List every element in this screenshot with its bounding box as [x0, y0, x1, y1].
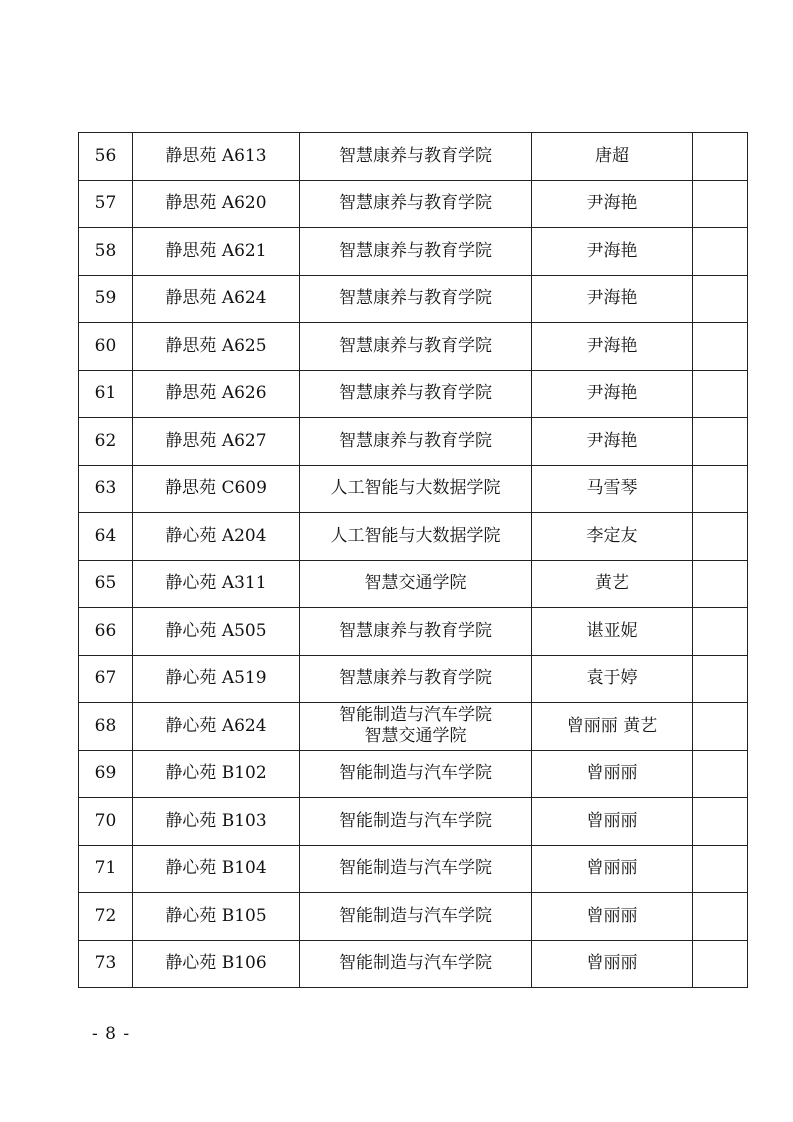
person-cell: 黄艺 [532, 560, 693, 608]
row-number-cell: 57 [79, 180, 133, 228]
note-cell [693, 465, 748, 513]
room-cell: 静思苑 A621 [133, 228, 300, 276]
person-cell: 尹海艳 [532, 418, 693, 466]
room-cell: 静心苑 A204 [133, 513, 300, 561]
table-row [79, 418, 748, 466]
person-cell: 曾丽丽 [532, 893, 693, 941]
college-cell [300, 513, 532, 561]
row-number-cell: 59 [79, 275, 133, 323]
college-cell [300, 323, 532, 371]
college-name: 智能制造与汽车学院 [339, 953, 492, 974]
college-name: 智能制造与汽车学院 [339, 763, 492, 784]
person-cell: 尹海艳 [532, 323, 693, 371]
college-name: 智能制造与汽车学院 [339, 810, 492, 831]
table-row [79, 513, 748, 561]
note-cell [693, 323, 748, 371]
table-row [79, 370, 748, 418]
note-cell [693, 655, 748, 703]
person-cell: 尹海艳 [532, 370, 693, 418]
note-cell [693, 133, 748, 181]
row-number-cell: 58 [79, 228, 133, 276]
room-cell: 静思苑 A613 [133, 133, 300, 181]
person-cell: 尹海艳 [532, 180, 693, 228]
room-cell: 静心苑 A505 [133, 608, 300, 656]
room-cell: 静心苑 A519 [133, 655, 300, 703]
college-name: 人工智能与大数据学院 [330, 525, 501, 546]
table-row [79, 798, 748, 846]
college-cell [300, 275, 532, 323]
college-cell [300, 845, 532, 893]
college-cell [300, 940, 532, 988]
person-cell: 尹海艳 [532, 228, 693, 276]
person-cell: 马雪琴 [532, 465, 693, 513]
college-name: 智慧康养与教育学院 [339, 145, 492, 166]
dormitory-table [78, 132, 748, 988]
table-row [79, 133, 748, 181]
table-row [79, 940, 748, 988]
person-cell: 曾丽丽 [532, 845, 693, 893]
table-row [79, 703, 748, 751]
college-cell [300, 608, 532, 656]
college-cell [300, 750, 532, 798]
note-cell [693, 750, 748, 798]
college-cell [300, 703, 532, 751]
college-name: 智慧康养与教育学院 [339, 193, 492, 214]
college-name: 智慧康养与教育学院 [339, 288, 492, 309]
room-cell: 静心苑 B103 [133, 798, 300, 846]
college-name: 智慧康养与教育学院 [339, 668, 492, 689]
table-row [79, 655, 748, 703]
row-number-cell: 67 [79, 655, 133, 703]
person-cell: 曾丽丽 [532, 940, 693, 988]
person-cell: 曾丽丽 黄艺 [532, 703, 693, 751]
table-row [79, 560, 748, 608]
table-row [79, 845, 748, 893]
college-cell [300, 465, 532, 513]
college-cell [300, 655, 532, 703]
college-name: 智慧交通学院 [364, 573, 467, 594]
note-cell [693, 893, 748, 941]
note-cell [693, 370, 748, 418]
room-cell: 静心苑 B105 [133, 893, 300, 941]
college-cell [300, 180, 532, 228]
note-cell [693, 513, 748, 561]
table-row [79, 893, 748, 941]
college-name: 智慧康养与教育学院 [339, 240, 492, 261]
row-number-cell: 69 [79, 750, 133, 798]
note-cell [693, 228, 748, 276]
person-cell: 谌亚妮 [532, 608, 693, 656]
row-number-cell: 64 [79, 513, 133, 561]
college-name: 智慧康养与教育学院 [339, 383, 492, 404]
row-number-cell: 61 [79, 370, 133, 418]
note-cell [693, 560, 748, 608]
room-cell: 静思苑 A626 [133, 370, 300, 418]
college-name: 智慧交通学院 [364, 726, 467, 747]
person-cell: 袁于婷 [532, 655, 693, 703]
room-cell: 静思苑 A625 [133, 323, 300, 371]
college-cell [300, 798, 532, 846]
college-name: 智能制造与汽车学院 [339, 858, 492, 879]
note-cell [693, 275, 748, 323]
note-cell [693, 180, 748, 228]
person-cell: 李定友 [532, 513, 693, 561]
row-number-cell: 60 [79, 323, 133, 371]
person-cell: 唐超 [532, 133, 693, 181]
table-row [79, 275, 748, 323]
college-name: 人工智能与大数据学院 [330, 478, 501, 499]
person-cell: 曾丽丽 [532, 750, 693, 798]
room-cell: 静思苑 A627 [133, 418, 300, 466]
row-number-cell: 65 [79, 560, 133, 608]
room-cell: 静思苑 A624 [133, 275, 300, 323]
college-name: 智能制造与汽车学院 [339, 905, 492, 926]
college-name: 智慧康养与教育学院 [339, 620, 492, 641]
table-row [79, 465, 748, 513]
note-cell [693, 798, 748, 846]
row-number-cell: 71 [79, 845, 133, 893]
row-number-cell: 73 [79, 940, 133, 988]
row-number-cell: 70 [79, 798, 133, 846]
college-name: 智慧康养与教育学院 [339, 430, 492, 451]
table-row [79, 608, 748, 656]
page-number: - 8 - [92, 1024, 131, 1044]
table-row [79, 228, 748, 276]
row-number-cell: 66 [79, 608, 133, 656]
row-number-cell: 72 [79, 893, 133, 941]
person-cell: 曾丽丽 [532, 798, 693, 846]
table-row [79, 180, 748, 228]
college-name: 智慧康养与教育学院 [339, 335, 492, 356]
note-cell [693, 940, 748, 988]
room-cell: 静心苑 B104 [133, 845, 300, 893]
note-cell [693, 703, 748, 751]
room-cell: 静心苑 A311 [133, 560, 300, 608]
college-cell [300, 133, 532, 181]
room-cell: 静心苑 A624 [133, 703, 300, 751]
room-cell: 静思苑 C609 [133, 465, 300, 513]
table-body [79, 133, 748, 988]
person-cell: 尹海艳 [532, 275, 693, 323]
note-cell [693, 845, 748, 893]
row-number-cell: 56 [79, 133, 133, 181]
row-number-cell: 63 [79, 465, 133, 513]
note-cell [693, 608, 748, 656]
college-cell [300, 560, 532, 608]
row-number-cell: 68 [79, 703, 133, 751]
college-cell [300, 893, 532, 941]
row-number-cell: 62 [79, 418, 133, 466]
college-cell [300, 228, 532, 276]
college-name: 智能制造与汽车学院 [339, 705, 492, 726]
note-cell [693, 418, 748, 466]
college-cell [300, 370, 532, 418]
college-cell [300, 418, 532, 466]
table-row [79, 750, 748, 798]
room-cell: 静心苑 B102 [133, 750, 300, 798]
room-cell: 静心苑 B106 [133, 940, 300, 988]
table-row [79, 323, 748, 371]
room-cell: 静思苑 A620 [133, 180, 300, 228]
